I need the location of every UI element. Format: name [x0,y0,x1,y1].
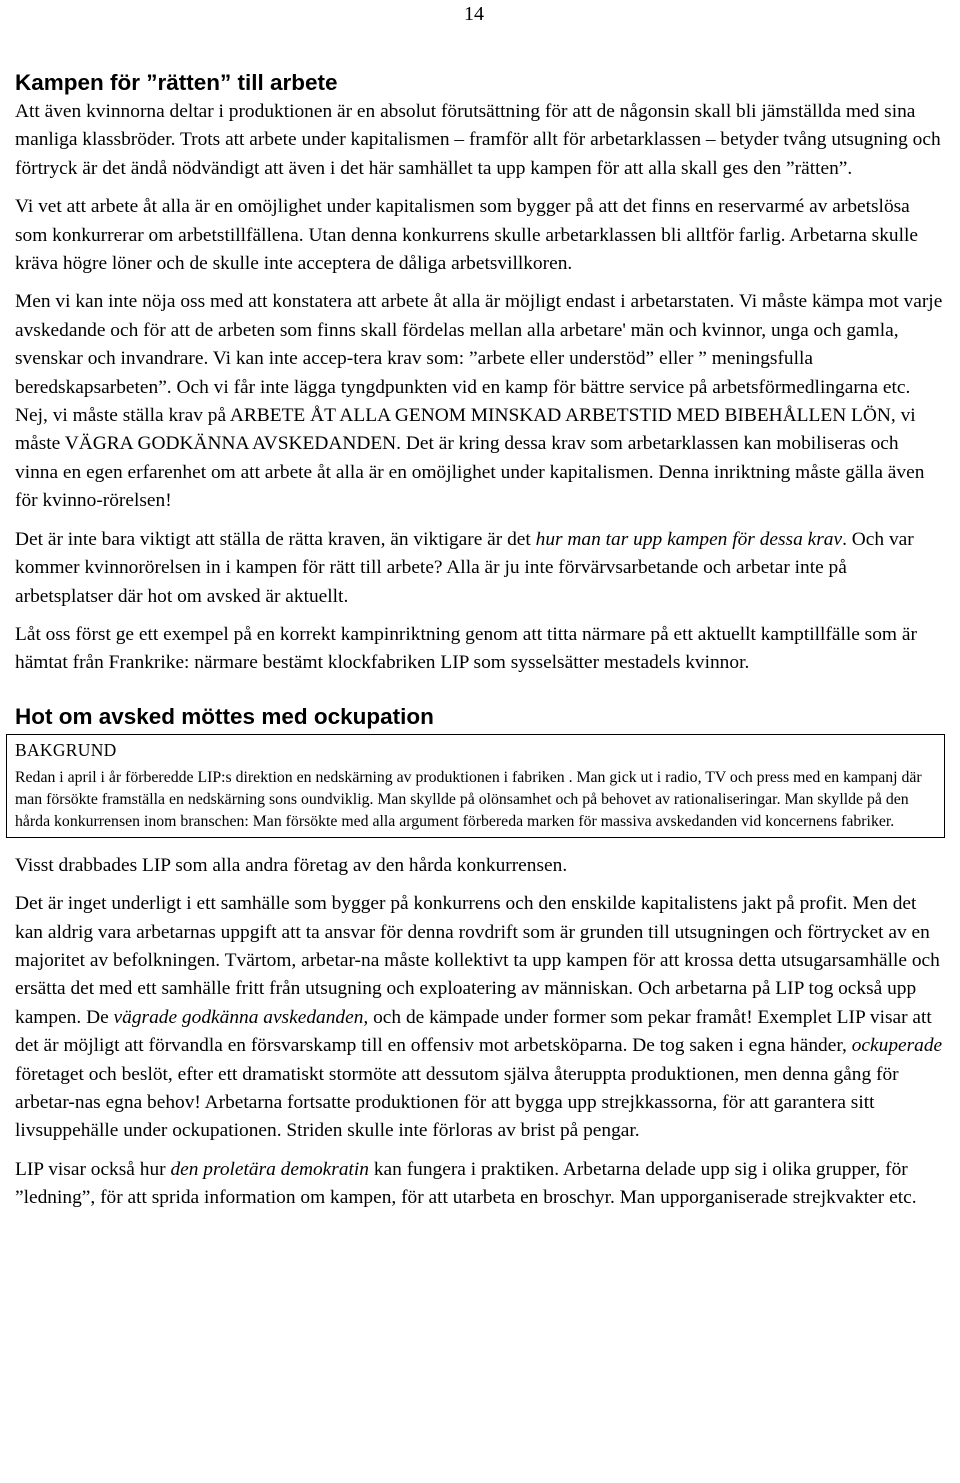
text-run: Det är inget underligt i ett samhälle som bygger på konkurrens och den enskilde kapitalistens jakt på profit. Men det kan aldrig vara arbetarnas uppgift att ta ansvar för denna rovdrift som är grunden till utsugningen och förtrycket av en majoritet av befolkningen. Tvärtom, arbetar-na måste kollektivt ta upp kampen för att krossa detta utsugarsamhälle och ersätta det med ett samhälle fritt från utsugning och exploatering av människan. Och arbetarna på LIP tog också upp kampen. De [15,893,940,1028]
text-run: kan fungera i praktiken. Arbetarna delade upp sig i olika grupper, för ”ledning”, för att sprida information om kampen, för att utarbeta en broschyr. Man upporganiserade strejkvakter etc. [15,1158,917,1209]
page-number: 14 [464,3,484,25]
italic-text: vägrade godkänna avskedanden, [113,1006,369,1028]
paragraph [15,890,943,1146]
text-run: företaget och beslöt, efter ett dramatiskt stormöte att dessutom själva återuppta produktionen, men denna gång för arbetar-nas egna behov! Arbetarna fortsatte produktionen för att bygga upp strejkkassorna, för att garantera sitt livsuppehälle under ockupationen. Striden skulle inte förloras av brist på pengar. [15,1063,899,1142]
text-run: . Och var kommer kvinnorörelsen in i kampen för rätt till arbete? Alla är ju inte förvärvsarbetande och arbetar inte på arbetsplatser där hot om avsked är aktuellt. [15,528,914,607]
paragraph: Visst drabbades LIP som alla andra företag av den hårda konkurrensen. [15,854,568,876]
italic-text: hur man tar upp kampen för dessa krav [535,528,843,550]
paragraph: Låt oss först ge ett exempel på en korrekt kampinriktning genom att titta närmare på ett aktuellt kamptillfälle som är hämtat från Frankrike: närmare bestämt klockfabriken LIP som sysselsätter mestadels kvinnor. [15,623,917,674]
box-text: Redan i april i år förberedde LIP:s direktion en nedskärning av produktionen i fabriken . Man gick ut i radio, TV och press med en kampanj där man försökte framställa en nedskärning sons oundviklig. Man skyllde på olönsamhet och på behovet av rationaliseringar. Man skyllde på den hårda konkurrensen inom branschen: Man försökte med alla argument förbereda marken för massiva avskedanden vid koncernens fabriker. [15,768,922,830]
document-body [15,68,943,1213]
background-box [6,734,945,838]
box-label: BAKGRUND [15,739,117,760]
paragraph: Vi vet att arbete åt alla är en omöjlighet under kapitalismen som bygger på att det finns en reservarmé av arbetslösa som konkurrerar om arbetstillfällena. Utan denna konkurrens skulle arbetarklassen bli alltför farlig. Arbetarna skulle kräva högre löner och de skulle inte acceptera de dåliga arbetsvillkoren. [15,196,918,275]
paragraph [15,1156,943,1213]
paragraph: Men vi kan inte nöja oss med att konstatera att arbete åt alla är möjligt endast i arbetarstaten. Vi måste kämpa mot varje avskedande och för att de arbeten som finns skall fördelas mellan alla arbetare' män och kvinnor, unga och gamla, svenskar och invandrare. Vi kan inte accep-tera krav som: ”arbete eller understöd” eller ” meningsfulla beredskapsarbeten”. Och vi får inte lägga tyngdpunkten vid en kamp för bättre service på arbetsförmedlingarna etc. Nej, vi måste ställa krav på ARBETE ÅT ALLA GENOM MINSKAD ARBETSTID MED BIBEHÅLLEN LÖN, vi måste VÄGRA GODKÄNNA AVSKEDANDEN. Det är kring dessa krav som arbetarklassen kan mobiliseras och vinna en egen erfarenhet om att arbete åt alla är en omöjlighet under kapitalismen. Denna inriktning måste gälla även för kvinno-rörelsen! [15,291,943,512]
italic-text: den proletära demokratin [170,1158,369,1180]
paragraph: Att även kvinnorna deltar i produktionen är en absolut förutsättning för att de någonsin skall bli jämställda med sina manliga klassbröder. Trots att arbete under kapitalismen – framför allt för arbetarklassen – betyder tvång utsugning och förtryck är det ändå nödvändigt att även i det här samhället ta upp kampen för att alla skall ges den ”rätten”. [15,101,941,179]
paragraph [15,526,943,611]
section-heading-kampen: Kampen för ”rätten” till arbete [15,70,338,95]
text-run: LIP visar också hur [15,1158,171,1180]
text-run: Det är inte bara viktigt att ställa de rätta kraven, än viktigare är det [15,528,536,550]
italic-text: ockuperade [851,1035,943,1057]
text-run: och de kämpade under former som pekar framåt! Exemplet LIP visar att det är möjligt att förvandla en försvarskamp till en offensiv mot arbetsköparna. De tog saken i egna händer, [15,1006,932,1057]
section-heading-hot-om-avsked: Hot om avsked möttes med ockupation [15,703,434,729]
